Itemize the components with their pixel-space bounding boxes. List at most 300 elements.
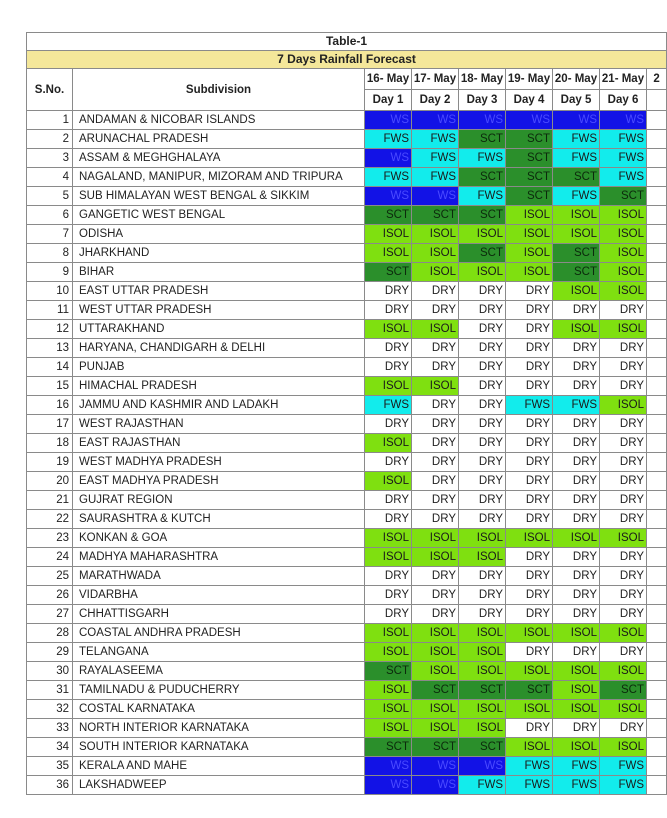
forecast-cell: SCT [459,130,506,149]
forecast-cell: ISOL [600,529,647,548]
subdivision-name: ANDAMAN & NICOBAR ISLANDS [73,111,365,130]
table-row [27,567,667,586]
forecast-cell: DRY [506,643,553,662]
table-row [27,244,667,263]
forecast-cell: FWS [365,130,412,149]
forecast-cell: DRY [600,586,647,605]
forecast-cell: SCT [506,168,553,187]
forecast-cell: FWS [412,149,459,168]
subdivision-name: SUB HIMALAYAN WEST BENGAL & SIKKIM [73,187,365,206]
forecast-cell: DRY [365,491,412,510]
day-header: Day 2 [412,90,459,111]
table-row [27,206,667,225]
forecast-cell: DRY [553,434,600,453]
forecast-cell: ISOL [600,624,647,643]
forecast-cell: DRY [506,605,553,624]
forecast-cell [647,510,667,529]
forecast-cell: ISOL [553,225,600,244]
forecast-cell [647,187,667,206]
date-header: 16- May [365,69,412,90]
forecast-cell: DRY [412,396,459,415]
serial-number: 11 [27,301,73,320]
subdivision-name: COASTAL ANDHRA PRADESH [73,624,365,643]
serial-number: 16 [27,396,73,415]
forecast-cell [647,149,667,168]
forecast-cell: ISOL [365,320,412,339]
forecast-cell: DRY [459,301,506,320]
table-row [27,339,667,358]
serial-number: 21 [27,491,73,510]
serial-number: 8 [27,244,73,263]
forecast-cell: ISOL [412,244,459,263]
forecast-cell: DRY [459,491,506,510]
forecast-cell: FWS [365,168,412,187]
subdivision-name: GUJRAT REGION [73,491,365,510]
forecast-cell: ISOL [365,548,412,567]
forecast-cell: ISOL [553,700,600,719]
forecast-cell: SCT [506,149,553,168]
table-row [27,301,667,320]
subdivision-name: SAURASHTRA & KUTCH [73,510,365,529]
serial-number: 14 [27,358,73,377]
forecast-cell: DRY [553,377,600,396]
serial-number: 30 [27,662,73,681]
forecast-cell: FWS [553,149,600,168]
table-row [27,149,667,168]
forecast-cell: SCT [506,187,553,206]
forecast-cell: WS [412,757,459,776]
subdivision-name: MARATHWADA [73,567,365,586]
forecast-cell: DRY [459,586,506,605]
forecast-cell [647,396,667,415]
forecast-cell [647,700,667,719]
date-header: 18- May [459,69,506,90]
date-header: 19- May [506,69,553,90]
forecast-cell: DRY [412,434,459,453]
serial-number: 15 [27,377,73,396]
forecast-cell [647,377,667,396]
day-header: Day 4 [506,90,553,111]
forecast-cell: DRY [553,719,600,738]
forecast-cell: DRY [553,415,600,434]
forecast-cell: DRY [506,301,553,320]
day-header [647,90,667,111]
forecast-cell: DRY [553,339,600,358]
forecast-cell: DRY [600,358,647,377]
serial-number: 35 [27,757,73,776]
forecast-cell: DRY [506,377,553,396]
forecast-cell: ISOL [459,719,506,738]
forecast-cell: ISOL [553,662,600,681]
forecast-cell: DRY [506,282,553,301]
forecast-cell: DRY [459,472,506,491]
forecast-cell: ISOL [553,320,600,339]
forecast-cell: ISOL [412,624,459,643]
table-row [27,187,667,206]
forecast-cell: DRY [506,491,553,510]
subdivision-name: EAST MADHYA PRADESH [73,472,365,491]
forecast-cell: DRY [412,510,459,529]
serial-number: 20 [27,472,73,491]
forecast-cell: FWS [506,776,553,795]
forecast-cell: SCT [412,681,459,700]
forecast-cell: DRY [506,434,553,453]
forecast-cell: DRY [600,472,647,491]
serial-number: 12 [27,320,73,339]
subdivision-name: JHARKHAND [73,244,365,263]
forecast-cell: ISOL [459,529,506,548]
forecast-cell: WS [365,757,412,776]
serial-number: 24 [27,548,73,567]
forecast-cell: WS [553,111,600,130]
serial-number: 22 [27,510,73,529]
forecast-cell: ISOL [506,225,553,244]
forecast-cell [647,662,667,681]
subdivision-name: BIHAR [73,263,365,282]
table-row [27,130,667,149]
forecast-cell: DRY [506,719,553,738]
forecast-cell: SCT [600,681,647,700]
forecast-cell: SCT [553,263,600,282]
subdivision-name: JAMMU AND KASHMIR AND LADAKH [73,396,365,415]
table-row [27,662,667,681]
forecast-cell: ISOL [412,529,459,548]
day-header: Day 5 [553,90,600,111]
forecast-cell: ISOL [506,624,553,643]
day-header: Day 3 [459,90,506,111]
forecast-cell: DRY [459,567,506,586]
table-row [27,472,667,491]
forecast-cell: SCT [600,187,647,206]
forecast-cell: ISOL [600,700,647,719]
subdivision-name: TAMILNADU & PUDUCHERRY [73,681,365,700]
subdivision-name: ARUNACHAL PRADESH [73,130,365,149]
forecast-cell: DRY [553,643,600,662]
forecast-cell: DRY [459,377,506,396]
forecast-cell: DRY [600,605,647,624]
forecast-cell [647,643,667,662]
forecast-cell: DRY [365,510,412,529]
subdivision-name: PUNJAB [73,358,365,377]
forecast-cell: ISOL [506,700,553,719]
forecast-cell: DRY [600,510,647,529]
forecast-cell: DRY [506,548,553,567]
subdivision-name: GANGETIC WEST BENGAL [73,206,365,225]
forecast-cell [647,586,667,605]
table-row [27,358,667,377]
forecast-cell: DRY [553,586,600,605]
serial-number: 5 [27,187,73,206]
forecast-cell: DRY [365,586,412,605]
forecast-cell: ISOL [600,396,647,415]
forecast-cell: DRY [459,282,506,301]
forecast-cell: SCT [412,738,459,757]
forecast-cell: FWS [553,187,600,206]
table-row [27,757,667,776]
forecast-cell: DRY [459,605,506,624]
serial-number: 36 [27,776,73,795]
table-row [27,529,667,548]
forecast-cell: DRY [459,415,506,434]
forecast-cell [647,605,667,624]
table-row [27,282,667,301]
forecast-cell: FWS [412,130,459,149]
table-row [27,510,667,529]
forecast-cell: DRY [412,453,459,472]
forecast-cell: SCT [459,244,506,263]
forecast-cell: ISOL [600,263,647,282]
forecast-cell: DRY [553,567,600,586]
forecast-cell [647,453,667,472]
serial-number: 10 [27,282,73,301]
forecast-cell: ISOL [600,320,647,339]
serial-number: 23 [27,529,73,548]
forecast-cell: ISOL [459,643,506,662]
subdivision-name: EAST RAJASTHAN [73,434,365,453]
forecast-cell [647,491,667,510]
forecast-cell: WS [365,149,412,168]
forecast-cell: SCT [365,263,412,282]
forecast-cell [647,225,667,244]
forecast-cell: ISOL [459,225,506,244]
forecast-cell: DRY [365,415,412,434]
forecast-cell: SCT [412,206,459,225]
forecast-cell [647,301,667,320]
forecast-cell: DRY [412,491,459,510]
forecast-cell [647,282,667,301]
forecast-cell: ISOL [365,529,412,548]
forecast-cell: DRY [412,415,459,434]
subdivision-header: Subdivision [73,69,365,111]
forecast-cell [647,719,667,738]
forecast-cell [647,339,667,358]
forecast-cell: DRY [553,453,600,472]
serial-number: 9 [27,263,73,282]
forecast-cell: ISOL [412,719,459,738]
forecast-cell: DRY [459,339,506,358]
forecast-cell: ISOL [365,681,412,700]
forecast-cell: DRY [365,453,412,472]
forecast-cell [647,111,667,130]
subdivision-name: KONKAN & GOA [73,529,365,548]
forecast-cell: ISOL [412,662,459,681]
subdivision-name: HIMACHAL PRADESH [73,377,365,396]
forecast-cell: DRY [459,434,506,453]
serial-number: 4 [27,168,73,187]
subdivision-name: WEST MADHYA PRADESH [73,453,365,472]
forecast-cell: DRY [459,396,506,415]
forecast-cell: ISOL [600,738,647,757]
forecast-cell: ISOL [412,548,459,567]
forecast-cell: FWS [553,130,600,149]
subdivision-name: HARYANA, CHANDIGARH & DELHI [73,339,365,358]
table-row [27,719,667,738]
date-header: 2 [647,69,667,90]
forecast-cell: DRY [553,472,600,491]
forecast-cell: FWS [553,757,600,776]
forecast-cell: DRY [506,453,553,472]
forecast-cell: SCT [365,206,412,225]
forecast-cell: DRY [412,301,459,320]
forecast-cell: DRY [506,510,553,529]
forecast-cell: ISOL [506,263,553,282]
forecast-cell: SCT [459,168,506,187]
table-row [27,377,667,396]
forecast-cell: DRY [506,415,553,434]
subdivision-name: SOUTH INTERIOR KARNATAKA [73,738,365,757]
forecast-cell: ISOL [365,472,412,491]
serial-number: 34 [27,738,73,757]
forecast-cell: SCT [553,168,600,187]
forecast-cell: FWS [600,776,647,795]
table-row [27,434,667,453]
serial-number: 33 [27,719,73,738]
forecast-cell: DRY [365,282,412,301]
forecast-cell: DRY [600,719,647,738]
forecast-cell [647,738,667,757]
subdivision-name: ODISHA [73,225,365,244]
subdivision-name: COSTAL KARNATAKA [73,700,365,719]
forecast-cell: FWS [506,757,553,776]
forecast-cell [647,529,667,548]
forecast-cell: ISOL [600,206,647,225]
forecast-cell: ISOL [506,529,553,548]
forecast-cell: SCT [506,130,553,149]
forecast-cell: SCT [459,738,506,757]
forecast-cell [647,415,667,434]
forecast-cell: DRY [412,282,459,301]
forecast-cell: DRY [365,605,412,624]
serial-number: 2 [27,130,73,149]
forecast-cell: ISOL [365,643,412,662]
subdivision-name: UTTARAKHAND [73,320,365,339]
table-row [27,453,667,472]
subdivision-name: EAST UTTAR PRADESH [73,282,365,301]
subdivision-name: WEST UTTAR PRADESH [73,301,365,320]
table-row [27,681,667,700]
table-row [27,605,667,624]
forecast-cell: DRY [412,358,459,377]
forecast-cell: DRY [553,301,600,320]
forecast-cell [647,320,667,339]
forecast-cell: DRY [506,358,553,377]
forecast-cell: ISOL [412,377,459,396]
forecast-cell: SCT [459,206,506,225]
forecast-cell: DRY [553,358,600,377]
forecast-cell: ISOL [459,662,506,681]
table-row [27,624,667,643]
forecast-cell: ISOL [365,225,412,244]
table-row [27,168,667,187]
forecast-cell: DRY [600,548,647,567]
forecast-cell: WS [600,111,647,130]
forecast-cell: ISOL [365,719,412,738]
forecast-cell: FWS [553,396,600,415]
forecast-cell: DRY [600,301,647,320]
forecast-cell: ISOL [365,434,412,453]
serial-number: 19 [27,453,73,472]
forecast-cell: DRY [365,301,412,320]
date-header: 17- May [412,69,459,90]
serial-number: 28 [27,624,73,643]
forecast-cell: ISOL [365,244,412,263]
forecast-cell: ISOL [553,282,600,301]
forecast-cell: DRY [600,339,647,358]
serial-number: 26 [27,586,73,605]
forecast-cell: DRY [506,586,553,605]
forecast-cell: DRY [412,567,459,586]
table-row [27,776,667,795]
forecast-cell: ISOL [412,700,459,719]
forecast-cell: ISOL [412,643,459,662]
serial-number: 17 [27,415,73,434]
forecast-cell: ISOL [365,700,412,719]
forecast-cell: WS [459,757,506,776]
date-header: 20- May [553,69,600,90]
subdivision-name: LAKSHADWEEP [73,776,365,795]
subdivision-name: NAGALAND, MANIPUR, MIZORAM AND TRIPURA [73,168,365,187]
forecast-cell: DRY [459,320,506,339]
forecast-cell: ISOL [412,320,459,339]
subdivision-name: NORTH INTERIOR KARNATAKA [73,719,365,738]
forecast-cell: ISOL [459,548,506,567]
forecast-cell: DRY [600,377,647,396]
table-row [27,643,667,662]
forecast-cell [647,567,667,586]
forecast-cell: DRY [553,510,600,529]
forecast-cell: DRY [412,586,459,605]
forecast-cell: DRY [459,510,506,529]
subdivision-name: RAYALASEEMA [73,662,365,681]
forecast-cell: DRY [553,548,600,567]
forecast-cell: ISOL [365,624,412,643]
forecast-cell: ISOL [553,624,600,643]
forecast-cell: ISOL [506,738,553,757]
serial-number: 13 [27,339,73,358]
day-header: Day 6 [600,90,647,111]
serial-number: 25 [27,567,73,586]
forecast-cell: WS [459,111,506,130]
forecast-cell: DRY [412,472,459,491]
forecast-cell [647,548,667,567]
forecast-cell: ISOL [506,662,553,681]
forecast-cell: WS [365,776,412,795]
forecast-cell: FWS [459,149,506,168]
forecast-cell [647,130,667,149]
serial-number: 18 [27,434,73,453]
forecast-cell: ISOL [553,206,600,225]
forecast-cell: WS [365,111,412,130]
forecast-cell [647,757,667,776]
forecast-cell: DRY [600,643,647,662]
forecast-cell [647,263,667,282]
forecast-cell: FWS [506,396,553,415]
forecast-cell: WS [506,111,553,130]
table-row [27,415,667,434]
forecast-cell: SCT [506,681,553,700]
forecast-cell: SCT [365,662,412,681]
forecast-cell [647,472,667,491]
forecast-cell: DRY [553,605,600,624]
forecast-cell [647,206,667,225]
forecast-cell: WS [412,187,459,206]
forecast-cell: DRY [506,472,553,491]
forecast-cell: ISOL [600,282,647,301]
forecast-cell: ISOL [506,244,553,263]
forecast-cell: WS [412,111,459,130]
forecast-table-container [26,32,666,795]
forecast-cell: SCT [553,244,600,263]
